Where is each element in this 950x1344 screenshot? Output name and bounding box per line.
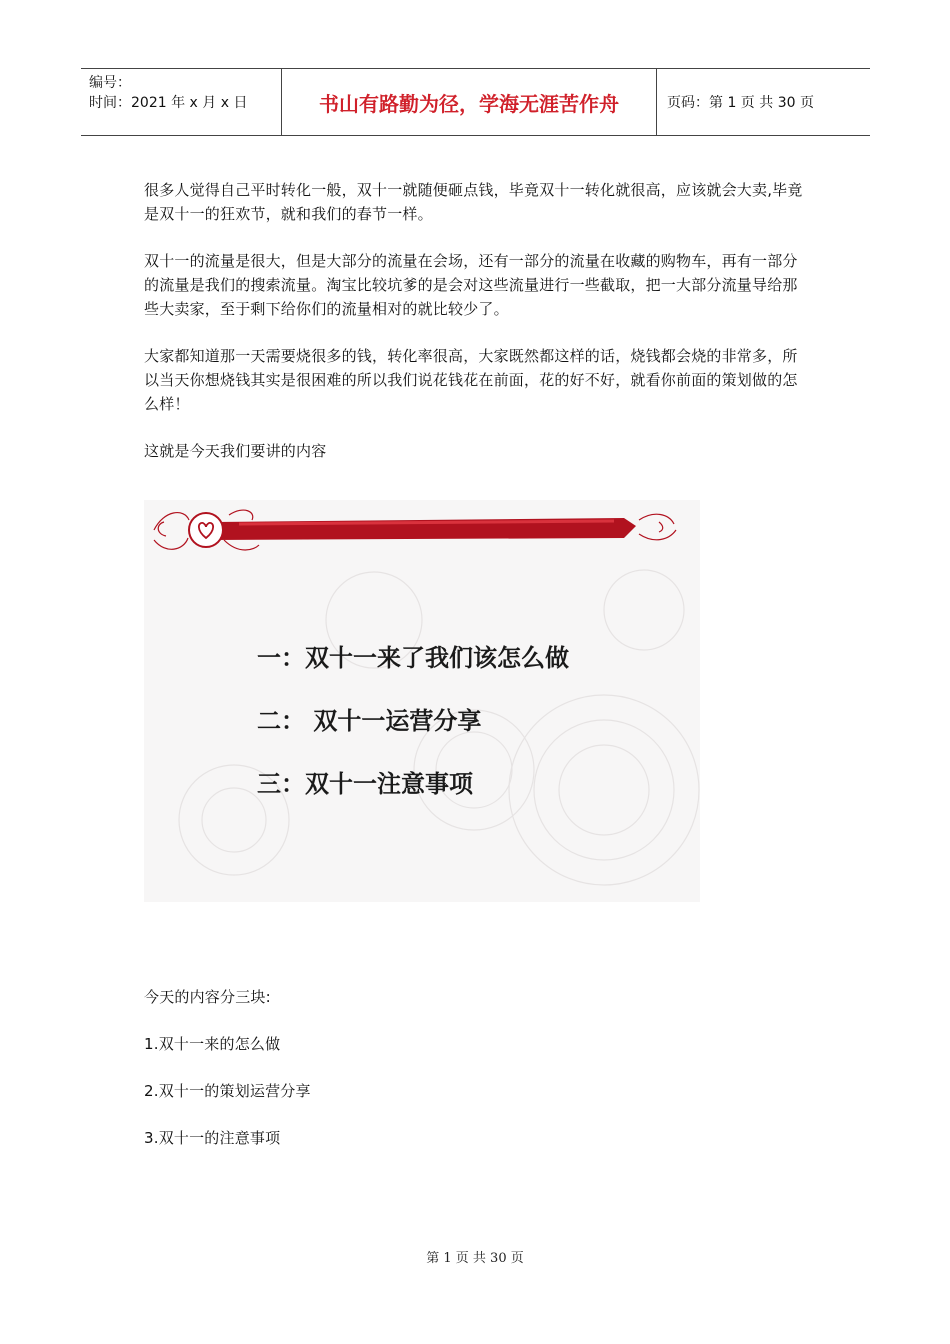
agenda-banner-image	[144, 500, 700, 902]
paragraph-1: 很多人觉得自己平时转化一般，双十一就随便砸点钱，毕竟双十一转化就很高，应该就会大卖,毕竟是双十一的狂欢节，就和我们的春节一样。	[144, 181, 803, 223]
page-footer: 第 1 页 共 30 页	[426, 1251, 524, 1266]
outline-intro: 今天的内容分三块:	[144, 988, 271, 1006]
right-flourish-icon	[639, 514, 676, 540]
outline-item-2: 2.双十一的策划运营分享	[144, 1082, 311, 1100]
number-label: 编号：	[89, 75, 131, 91]
heart-medallion	[189, 513, 223, 547]
agenda-item-3: 三：双十一注意事项	[257, 770, 473, 798]
outline-item-3: 3.双十一的注意事项	[144, 1129, 281, 1147]
outline-item-1: 1.双十一来的怎么做	[144, 1035, 281, 1053]
time-label: 时间：2021 年 x 月 x 日	[89, 95, 248, 111]
paragraph-3: 大家都知道那一天需要烧很多的钱，转化率很高，大家既然都这样的话，烧钱都会烧的非常多，所以当天你想烧钱其实是很困难的所以我们说花钱花在前面，花的好不好，就看你前面的策划做的怎么样！	[144, 347, 798, 413]
agenda-item-2: 二： 双十一运营分享	[257, 707, 482, 735]
agenda-list	[257, 638, 569, 827]
agenda-item-1: 一：双十一来了我们该怎么做	[257, 644, 569, 672]
body-text	[144, 178, 804, 486]
header-motto: 书山有路勤为径，学海无涯苦作舟	[282, 69, 657, 135]
header-meta	[81, 69, 282, 135]
header-page-info: 页码：第 1 页 共 30 页	[667, 95, 814, 111]
paragraph-2: 双十一的流量是很大，但是大部分的流量在会场，还有一部分的流量在收藏的购物车，再有一部分的流量是我们的搜索流量。淘宝比较坑爹的是会对这些流量进行一些截取，把一大部分流量导给那些大卖家，至于剩下给你们的流量相对的就比较少了。	[144, 252, 798, 318]
page-header	[81, 68, 870, 136]
content-outline	[144, 985, 804, 1173]
paragraph-4: 这就是今天我们要讲的内容	[144, 442, 327, 460]
